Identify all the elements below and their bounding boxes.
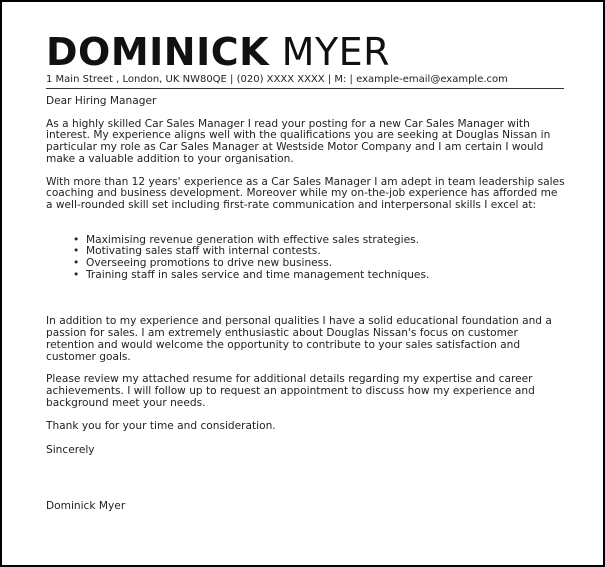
list-item: • Motivating sales staff with internal contests.	[73, 246, 566, 258]
signature-name: Dominick Myer	[46, 499, 126, 512]
list-item: • Maximising revenue generation with effective sales strategies.	[73, 235, 566, 247]
first-name: DOMINICK	[46, 30, 270, 74]
list-item: • Training staff in sales service and time management techniques.	[73, 270, 566, 282]
skills-list	[46, 235, 566, 282]
letter-content	[46, 32, 566, 512]
header-divider	[46, 88, 564, 89]
contact-line: 1 Main Street , London, UK NW80QE | (020) XXXX XXXX | M: | example-email@example.com	[46, 74, 508, 85]
paragraph-2: With more than 12 years' experience as a Car Sales Manager I am adept in team leadership sales coaching and business development. Moreover while my on-the-job experience has afforded me a well-rounded skill set including first-rate communication and interpersonal skills I excel at:	[46, 175, 565, 211]
paragraph-1: As a highly skilled Car Sales Manager I read your posting for a new Car Sales Manager with interest. My experience aligns well with the qualifications you are seeking at Douglas Nissan in particular my role as Car Sales Manager at Westside Motor Company and I am certain I would make a valuable addition to your organisation.	[46, 117, 551, 165]
thanks-line: Thank you for your time and consideration.	[46, 420, 276, 433]
paragraph-3: In addition to my experience and personal qualities I have a solid educational foundation and a passion for sales. I am extremely enthusiastic about Douglas Nissan's focus on customer retention and would welcome the opportunity to contribute to your sales satisfaction and customer goals.	[46, 315, 552, 363]
closing: Sincerely	[46, 444, 95, 457]
paragraph-4: Please review my attached resume for additional details regarding my expertise and career achievements. I will follow up to request an appointment to discuss how my experience and background meet your needs.	[46, 373, 535, 409]
letter-body	[46, 96, 566, 512]
last-name: MYER	[281, 30, 391, 74]
list-item: • Overseeing promotions to drive new business.	[73, 258, 566, 270]
salutation: Dear Hiring Manager	[46, 95, 157, 107]
applicant-name	[46, 32, 566, 72]
